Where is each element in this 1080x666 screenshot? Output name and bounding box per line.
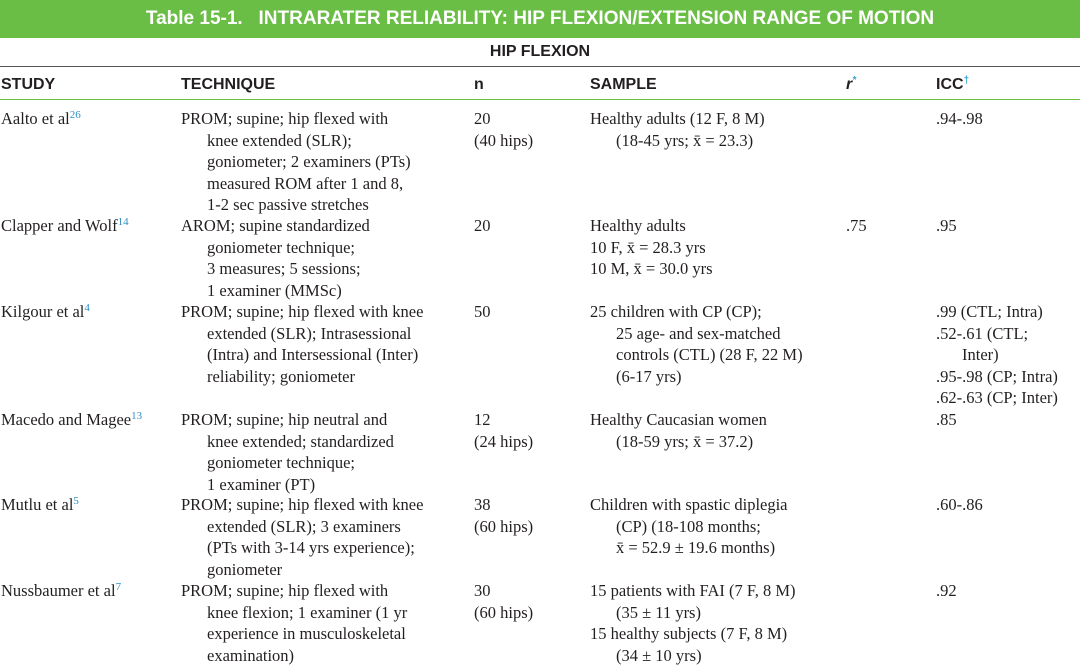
technique-cell-line: PROM; supine; hip flexed with knee — [181, 301, 423, 323]
technique-cell — [181, 580, 407, 666]
technique-cell-line: goniometer — [181, 559, 423, 581]
technique-cell — [181, 301, 423, 387]
icc-cell — [936, 108, 983, 130]
n-cell-line: (60 hips) — [474, 516, 533, 538]
header-bottom-rule — [0, 99, 1080, 100]
n-cell — [474, 215, 491, 237]
technique-cell-line: reliability; goniometer — [181, 366, 423, 388]
col-header-icc: ICC† — [936, 74, 969, 96]
n-cell — [474, 108, 533, 151]
technique-cell-line: 1-2 sec passive stretches — [181, 194, 411, 216]
sample-cell-line: controls (CTL) (28 F, 22 M) — [590, 344, 803, 366]
technique-cell-line: experience in musculoskeletal — [181, 623, 407, 645]
technique-cell-line: PROM; supine; hip neutral and — [181, 409, 394, 431]
sample-cell-line: (18-59 yrs; x̄ = 37.2) — [590, 431, 767, 453]
icc-cell-line: Inter) — [936, 344, 1058, 366]
technique-cell-line: PROM; supine; hip flexed with knee — [181, 494, 423, 516]
reference-number: 26 — [70, 109, 81, 121]
n-cell-line: 12 — [474, 409, 533, 431]
technique-cell-line: knee flexion; 1 examiner (1 yr — [181, 602, 407, 624]
n-cell-line: 20 — [474, 108, 533, 130]
study-cell — [1, 580, 121, 602]
icc-cell-line: .95 — [936, 215, 957, 237]
sample-cell-line: 10 M, x̄ = 30.0 yrs — [590, 258, 713, 280]
study-name: Aalto et al — [1, 109, 70, 128]
technique-cell-line: 1 examiner (MMSc) — [181, 280, 370, 302]
sample-cell-line: (35 ± 11 yrs) — [590, 602, 796, 624]
sample-cell-line: 15 patients with FAI (7 F, 8 M) — [590, 580, 796, 602]
icc-footnote-mark: † — [964, 75, 970, 86]
header-top-rule — [0, 66, 1080, 67]
technique-cell-line: goniometer technique; — [181, 452, 394, 474]
n-cell-line: 20 — [474, 215, 491, 237]
sample-cell-line: (CP) (18-108 months; — [590, 516, 788, 538]
technique-cell-line: (PTs with 3-14 yrs experience); — [181, 537, 423, 559]
sample-cell-line: 15 healthy subjects (7 F, 8 M) — [590, 623, 796, 645]
sample-cell-line: 10 F, x̄ = 28.3 yrs — [590, 237, 713, 259]
sample-cell-line: Healthy Caucasian women — [590, 409, 767, 431]
col-header-n: n — [474, 74, 484, 96]
sample-cell-line: (6-17 yrs) — [590, 366, 803, 388]
sample-cell — [590, 301, 803, 387]
study-cell — [1, 301, 90, 323]
technique-cell-line: 1 examiner (PT) — [181, 474, 394, 496]
icc-cell — [936, 409, 957, 431]
study-cell — [1, 409, 142, 431]
reference-number: 13 — [131, 410, 142, 422]
sample-cell-line: x̄ = 52.9 ± 19.6 months) — [590, 537, 788, 559]
sample-cell-line: Children with spastic diplegia — [590, 494, 788, 516]
n-cell-line: 38 — [474, 494, 533, 516]
icc-cell-line: .95-.98 (CP; Intra) — [936, 366, 1058, 388]
icc-cell-line: .94-.98 — [936, 108, 983, 130]
technique-cell-line: extended (SLR); Intrasessional — [181, 323, 423, 345]
technique-cell — [181, 494, 423, 580]
r-footnote-mark: * — [852, 75, 856, 86]
study-name: Mutlu et al — [1, 495, 73, 514]
icc-cell-line: .99 (CTL; Intra) — [936, 301, 1058, 323]
study-cell — [1, 494, 79, 516]
technique-cell — [181, 108, 411, 216]
technique-cell-line: 3 measures; 5 sessions; — [181, 258, 370, 280]
technique-cell-line: measured ROM after 1 and 8, — [181, 173, 411, 195]
col-header-r: r* — [846, 74, 856, 96]
col-header-technique: TECHNIQUE — [181, 74, 275, 96]
sample-cell-line: Healthy adults (12 F, 8 M) — [590, 108, 765, 130]
sample-cell — [590, 580, 796, 666]
n-cell — [474, 580, 533, 623]
study-cell — [1, 215, 129, 237]
section-title: HIP FLEXION — [0, 40, 1080, 64]
n-cell — [474, 494, 533, 537]
icc-cell — [936, 494, 983, 516]
n-cell-line: (60 hips) — [474, 602, 533, 624]
n-cell-line: (24 hips) — [474, 431, 533, 453]
r-cell: .75 — [846, 215, 867, 237]
icc-cell-line: .85 — [936, 409, 957, 431]
n-cell — [474, 301, 491, 323]
study-name: Nussbaumer et al — [1, 581, 116, 600]
technique-cell-line: (Intra) and Intersessional (Inter) — [181, 344, 423, 366]
technique-cell-line: knee extended; standardized — [181, 431, 394, 453]
technique-cell — [181, 409, 394, 495]
technique-cell-line: PROM; supine; hip flexed with — [181, 108, 411, 130]
reference-number: 7 — [116, 581, 122, 593]
sample-cell-line: (34 ± 10 yrs) — [590, 645, 796, 666]
sample-cell-line: Healthy adults — [590, 215, 713, 237]
col-header-sample: SAMPLE — [590, 74, 657, 96]
sample-cell — [590, 494, 788, 559]
sample-cell — [590, 215, 713, 280]
technique-cell-line: goniometer technique; — [181, 237, 370, 259]
technique-cell-line: knee extended (SLR); — [181, 130, 411, 152]
icc-cell-line: .52-.61 (CTL; — [936, 323, 1058, 345]
sample-cell — [590, 108, 765, 151]
n-cell-line: 30 — [474, 580, 533, 602]
reference-number: 5 — [73, 495, 79, 507]
icc-cell — [936, 580, 957, 602]
technique-cell-line: PROM; supine; hip flexed with — [181, 580, 407, 602]
study-name: Kilgour et al — [1, 302, 84, 321]
icc-cell — [936, 215, 957, 237]
study-name: Clapper and Wolf — [1, 216, 118, 235]
col-header-study: STUDY — [1, 74, 55, 96]
icc-cell-line: .62-.63 (CP; Inter) — [936, 387, 1058, 409]
icc-cell-line: .60-.86 — [936, 494, 983, 516]
reference-number: 4 — [84, 302, 90, 314]
technique-cell-line: extended (SLR); 3 examiners — [181, 516, 423, 538]
sample-cell-line: (18-45 yrs; x̄ = 23.3) — [590, 130, 765, 152]
technique-cell — [181, 215, 370, 301]
study-name: Macedo and Magee — [1, 410, 131, 429]
icc-cell — [936, 301, 1058, 409]
sample-cell-line: 25 age- and sex-matched — [590, 323, 803, 345]
technique-cell-line: goniometer; 2 examiners (PTs) — [181, 151, 411, 173]
icc-cell-line: .92 — [936, 580, 957, 602]
table-title: Table 15-1. INTRARATER RELIABILITY: HIP FLEXION/EXTENSION RANGE OF MOTION — [0, 0, 1080, 38]
reference-number: 14 — [118, 216, 129, 228]
study-cell — [1, 108, 81, 130]
n-cell — [474, 409, 533, 452]
technique-cell-line: examination) — [181, 645, 407, 666]
sample-cell-line: 25 children with CP (CP); — [590, 301, 803, 323]
sample-cell — [590, 409, 767, 452]
n-cell-line: (40 hips) — [474, 130, 533, 152]
technique-cell-line: AROM; supine standardized — [181, 215, 370, 237]
n-cell-line: 50 — [474, 301, 491, 323]
